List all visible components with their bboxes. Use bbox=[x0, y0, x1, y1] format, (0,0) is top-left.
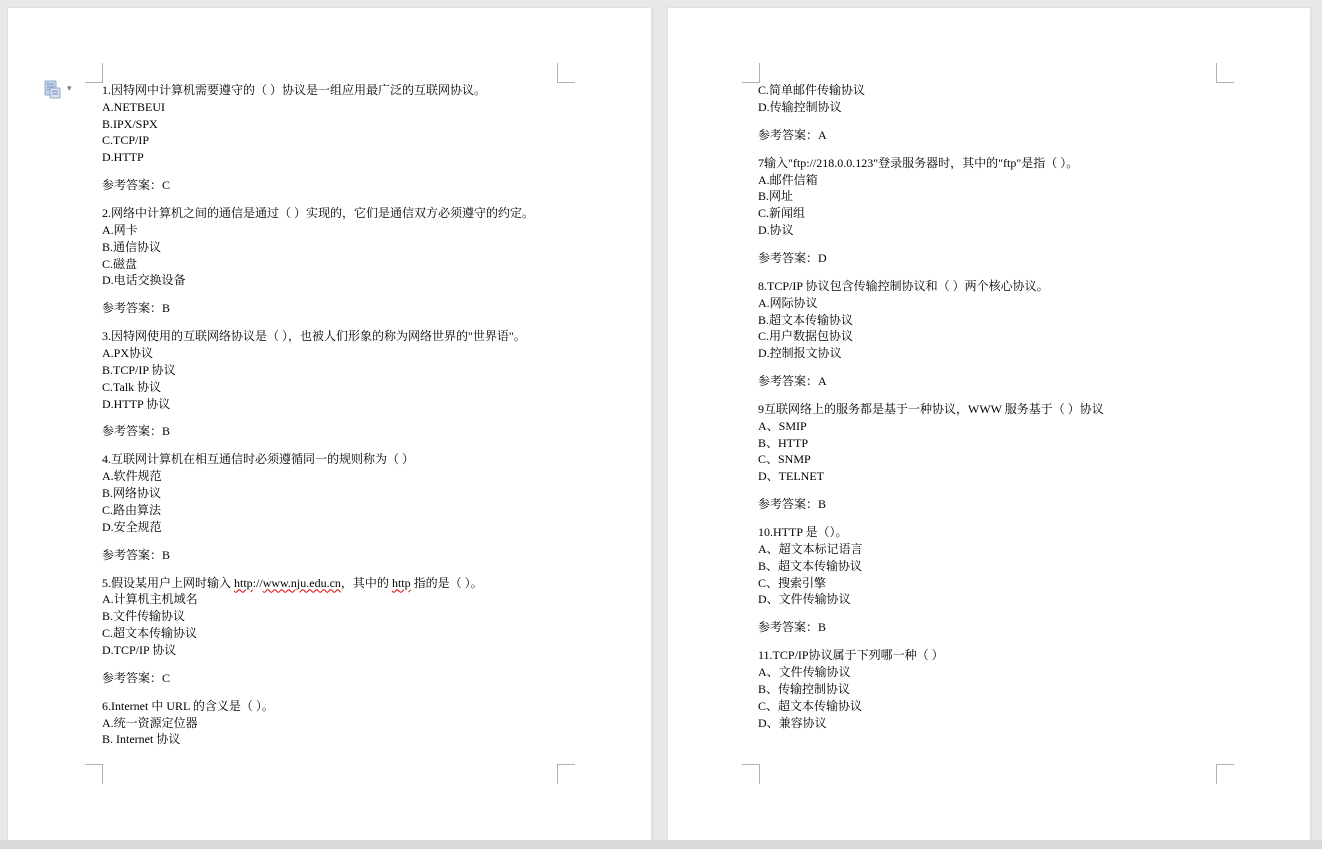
question-text[interactable] bbox=[102, 575, 559, 592]
question-text[interactable]: 10.HTTP 是（）。 bbox=[758, 525, 848, 540]
text-boundary-mark bbox=[1216, 764, 1234, 784]
answer-text[interactable]: 参考答案：A bbox=[758, 127, 827, 142]
option-text[interactable]: C.路由算法 bbox=[102, 502, 162, 517]
option-text[interactable]: C、搜索引擎 bbox=[758, 575, 827, 590]
paste-options-button[interactable] bbox=[44, 79, 86, 100]
clipboard-paste-icon bbox=[44, 80, 61, 99]
option-text[interactable]: B.文件传输协议 bbox=[102, 609, 186, 624]
option-text[interactable]: A、文件传输协议 bbox=[758, 665, 851, 680]
text-boundary-mark bbox=[557, 63, 575, 83]
text-run: :// bbox=[252, 575, 263, 590]
answer-text[interactable]: 参考答案：A bbox=[758, 374, 827, 389]
question-text[interactable]: 2.网络中计算机之间的通信是通过（ ）实现的，它们是通信双方必须遵守的约定。 bbox=[102, 206, 535, 221]
option-text[interactable]: A.邮件信箱 bbox=[758, 172, 818, 187]
option-text[interactable]: A.网际协议 bbox=[758, 295, 818, 310]
page-2-text-area[interactable] bbox=[758, 82, 1218, 731]
option-text[interactable]: D.传输控制协议 bbox=[758, 99, 842, 114]
option-text[interactable]: A.NETBEUI bbox=[102, 99, 165, 114]
option-text[interactable]: A、SMIP bbox=[758, 418, 807, 433]
text-run: 指的是（ ）。 bbox=[410, 575, 483, 590]
text-boundary-mark bbox=[85, 63, 103, 83]
answer-text[interactable]: 参考答案：B bbox=[102, 547, 171, 562]
chevron-down-icon: ▾ bbox=[67, 84, 72, 94]
answer-text[interactable]: 参考答案：B bbox=[758, 620, 827, 635]
question-text[interactable]: 7输入"ftp://218.0.0.123"登录服务器时，其中的"ftp"是指（ ）。 bbox=[758, 155, 1079, 170]
answer-text[interactable]: 参考答案：B bbox=[758, 497, 827, 512]
answer-text[interactable]: 参考答案：D bbox=[758, 250, 827, 265]
option-text[interactable]: B.超文本传输协议 bbox=[758, 312, 854, 327]
option-text[interactable]: D.HTTP bbox=[102, 150, 144, 165]
option-text[interactable]: B.网络协议 bbox=[102, 486, 162, 501]
horizontal-scroll-track bbox=[0, 840, 1322, 849]
option-text[interactable]: D.控制报文协议 bbox=[758, 346, 842, 361]
question-text[interactable]: 9互联网络上的服务都是基于一种协议，WWW 服务基于（ ）协议 bbox=[758, 402, 1104, 417]
option-text[interactable]: D.安全规范 bbox=[102, 519, 162, 534]
option-text[interactable]: C.磁盘 bbox=[102, 256, 138, 271]
option-text[interactable]: C.TCP/IP bbox=[102, 133, 150, 148]
option-text[interactable]: B.网址 bbox=[758, 189, 794, 204]
option-text[interactable]: C、SNMP bbox=[758, 452, 811, 467]
text-boundary-mark bbox=[557, 764, 575, 784]
question-text[interactable]: 8.TCP/IP 协议包含传输控制协议和（ ）两个核心协议。 bbox=[758, 278, 1049, 293]
option-text[interactable]: C.用户数据包协议 bbox=[758, 329, 854, 344]
question-text[interactable]: 4.互联网计算机在相互通信时必须遵循同一的规则称为（ ） bbox=[102, 452, 415, 467]
option-text[interactable]: C.新闻组 bbox=[758, 206, 806, 221]
option-text[interactable]: C.超文本传输协议 bbox=[102, 626, 198, 641]
text-boundary-mark bbox=[1216, 63, 1234, 83]
text-boundary-mark bbox=[742, 63, 760, 83]
question-text[interactable]: 3.因特网使用的互联网络协议是（ ），也被人们形象的称为网络世界的"世界语"。 bbox=[102, 329, 526, 344]
option-text[interactable]: A.网卡 bbox=[102, 222, 138, 237]
question-text[interactable]: 6.Internet 中 URL 的含义是（ ）。 bbox=[102, 698, 274, 713]
document-page-1[interactable] bbox=[8, 8, 651, 840]
option-text[interactable]: B.TCP/IP 协议 bbox=[102, 362, 176, 377]
option-text[interactable]: D、兼容协议 bbox=[758, 715, 827, 730]
option-text[interactable]: A.软件规范 bbox=[102, 469, 162, 484]
option-text[interactable]: B.IPX/SPX bbox=[102, 116, 158, 131]
page-1-text-area[interactable] bbox=[102, 82, 559, 748]
question-text[interactable]: 1.因特网中计算机需要遵守的（ ）协议是一组应用最广泛的互联网协议。 bbox=[102, 83, 487, 97]
option-text[interactable]: B.通信协议 bbox=[102, 239, 162, 254]
option-text[interactable]: B、超文本传输协议 bbox=[758, 558, 863, 573]
misspelled-word: www.nju.edu.cn bbox=[262, 575, 341, 590]
text-boundary-mark bbox=[742, 764, 760, 784]
text-run: 5.假设某用户上网时输入 bbox=[102, 575, 235, 590]
option-text[interactable]: A.PX协议 bbox=[102, 346, 154, 361]
text-boundary-mark bbox=[85, 764, 103, 784]
option-text[interactable]: D.HTTP 协议 bbox=[102, 396, 171, 411]
answer-text[interactable]: 参考答案：C bbox=[102, 670, 171, 685]
answer-text[interactable]: 参考答案：B bbox=[102, 301, 171, 316]
misspelled-word: http bbox=[391, 575, 411, 590]
option-text[interactable]: D、TELNET bbox=[758, 469, 824, 484]
option-text[interactable]: D.TCP/IP 协议 bbox=[102, 642, 177, 657]
option-text[interactable]: C.简单邮件传输协议 bbox=[758, 83, 866, 97]
option-text[interactable]: D.协议 bbox=[758, 222, 794, 237]
option-text[interactable]: C.Talk 协议 bbox=[102, 379, 162, 394]
option-text[interactable]: B、传输控制协议 bbox=[758, 681, 851, 696]
option-text[interactable]: A.统一资源定位器 bbox=[102, 715, 198, 730]
misspelled-word: http bbox=[234, 575, 253, 590]
answer-text[interactable]: 参考答案：B bbox=[102, 424, 171, 439]
answer-text[interactable]: 参考答案：C bbox=[102, 178, 171, 193]
option-text[interactable]: B. Internet 协议 bbox=[102, 732, 181, 747]
option-text[interactable]: A.计算机主机域名 bbox=[102, 592, 198, 607]
document-page-2[interactable] bbox=[668, 8, 1310, 840]
option-text[interactable]: C、超文本传输协议 bbox=[758, 698, 863, 713]
question-text[interactable]: 11.TCP/IP协议属于下列哪一种（ ） bbox=[758, 648, 944, 663]
text-run: ，其中的 bbox=[340, 575, 392, 590]
option-text[interactable]: D、文件传输协议 bbox=[758, 592, 851, 607]
option-text[interactable]: B、HTTP bbox=[758, 435, 809, 450]
option-text[interactable]: D.电话交换设备 bbox=[102, 273, 186, 288]
option-text[interactable]: A、超文本标记语言 bbox=[758, 542, 863, 557]
